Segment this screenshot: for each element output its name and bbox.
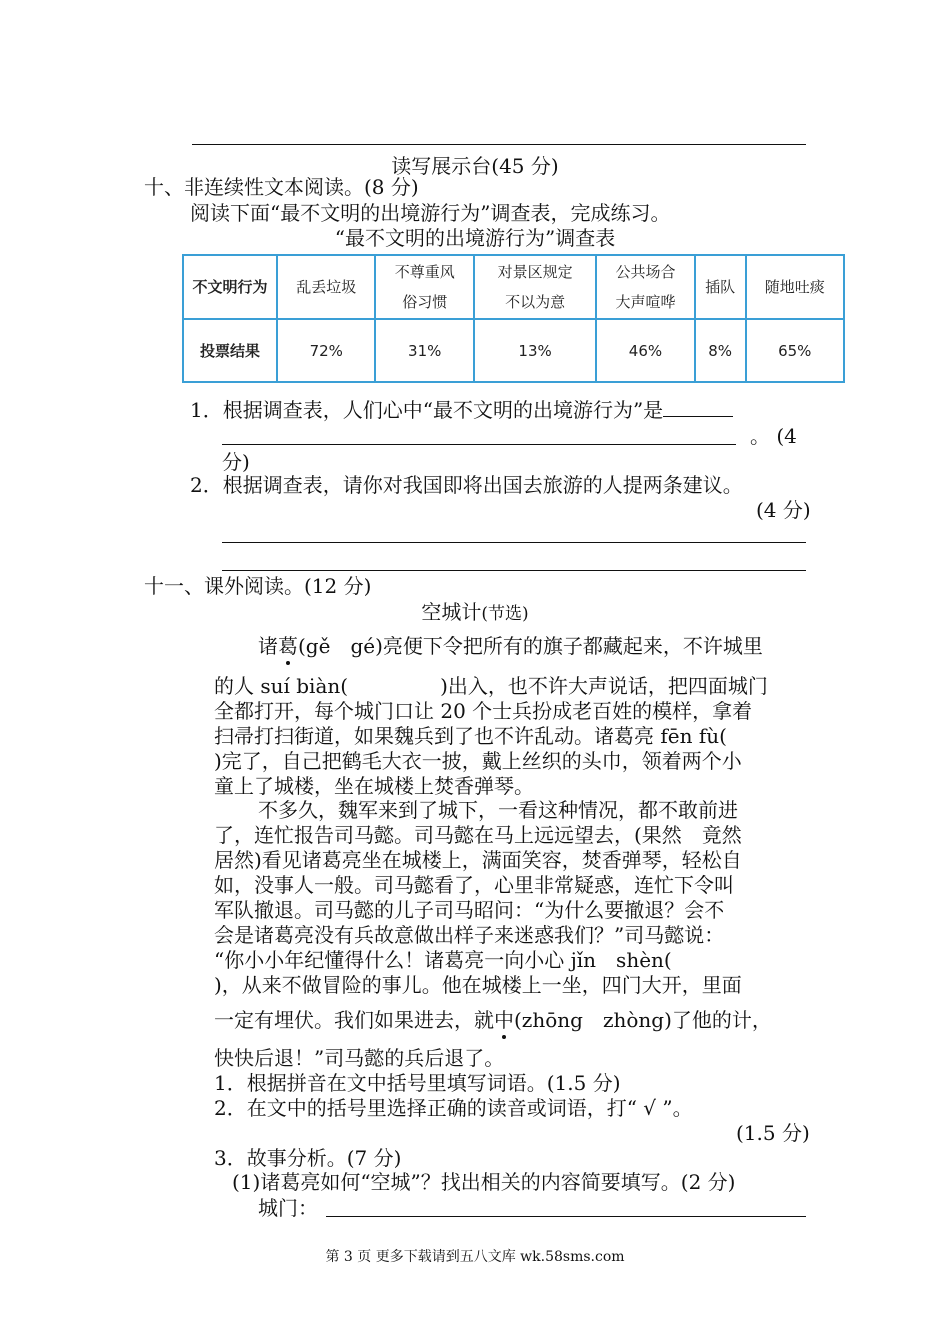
q10-q2-score: (4 分) [756,498,811,522]
story-line: 了，连忙报告司马懿。司马懿在马上远远望去，(果然 竟然 [214,823,742,847]
table-caption: “最不文明的出境游行为”调查表 [334,226,616,250]
story-title: 空城计 [421,600,482,624]
vote-cell: 8% [695,319,746,382]
q11-q2: 2．在文中的括号里选择正确的读音或词语，打“ √ ”。 [214,1096,693,1120]
vote-cell: 46% [596,319,694,382]
q10-instruction: 阅读下面“最不文明的出境游行为”调查表，完成练习。 [190,201,671,225]
q11-q2-score: (1.5 分) [736,1121,810,1145]
story-line: 不多久，魏军来到了城下，一看这种情况，都不敢前进 [258,798,738,822]
answer-line[interactable] [222,570,806,571]
vote-cell: 13% [474,319,596,382]
answer-line[interactable] [326,1216,806,1217]
row2-header: 投票结果 [183,319,277,382]
vote-cell: 31% [375,319,473,382]
answer-line[interactable] [222,444,736,445]
story-line: )完了，自己把鹤毛大衣一披，戴上丝织的头巾，领着两个小 [214,749,742,773]
story-line: )，从来不做冒险的事儿。他在城楼上一坐，四门大开，里面 [214,973,742,997]
q11-title: 十一、课外阅读。(12 分) [144,574,372,598]
behavior-cell: 公共场合 大声喧哗 [596,255,694,319]
answer-blank[interactable] [663,416,733,417]
behavior-cell: 插队 [695,255,746,319]
story-line: 全都打开，每个城门口让 20 个士兵扮成老百姓的模样，拿着 [214,699,753,723]
vote-row [183,319,844,382]
story-line: 居然)看见诸葛亮坐在城楼上，满面笑容，焚香弹琴，轻松自 [214,848,742,872]
answer-line[interactable] [222,542,806,543]
row1-header: 不文明行为 [183,255,277,319]
story-heading [0,600,950,626]
q1-score-cont: 分) [222,450,250,474]
story-line: 扫帚打扫街道，如果魏兵到了也不许乱动。诸葛亮 fēn fù( [214,724,727,748]
behavior-row [183,255,844,319]
q11-q3-1: (1)诸葛亮如何“空城”？找出相关的内容简要填写。(2 分) [232,1170,736,1194]
emphasis-char: 中 [494,1008,514,1032]
page-footer: 第 3 页 更多下载请到五八文库 wk.58sms.com [325,1249,625,1265]
top-rule [192,144,806,145]
story-line: 军队撤退。司马懿的儿子司马昭问：“为什么要撤退？会不 [214,898,725,922]
story-line: “你小小年纪懂得什么！诸葛亮一向小心 jǐn shèn( [214,948,672,972]
behavior-cell: 乱丢垃圾 [277,255,375,319]
story-line: 的人 suí biàn( )出入，也不许大声说话，把四面城门 [214,674,768,698]
behavior-cell: 不尊重风 俗习惯 [375,255,473,319]
behavior-cell: 随地吐痰 [746,255,844,319]
story-line: 童上了城楼，坐在城楼上焚香弹琴。 [214,774,534,798]
story-line: 如，没事人一般。司马懿看了，心里非常疑惑，连忙下令叫 [214,873,734,897]
story-line: 快快后退！”司马懿的兵后退了。 [214,1046,505,1070]
q10-q1: 1．根据调查表，人们心中“最不文明的出境游行为”是 [190,398,733,422]
story-subtitle: (节选) [481,604,529,624]
survey-table [182,254,845,383]
emphasis-char: 葛 [278,634,298,658]
gate-label: 城门： [258,1196,318,1220]
section-heading: 读写展示台(45 分) [391,154,559,178]
story-line: 会是诸葛亮没有兵故意做出样子来迷惑我们？”司马懿说： [214,923,725,947]
vote-cell: 65% [746,319,844,382]
story-line: 一定有埋伏。我们如果进去，就中(zhōng zhòng)了他的计， [214,1008,772,1032]
q10-q2: 2．根据调查表，请你对我国即将出国去旅游的人提两条建议。 [190,473,743,497]
behavior-cell: 对景区规定 不以为意 [474,255,596,319]
q10-title: 十、非连续性文本阅读。(8 分) [144,175,419,199]
story-line: 诸葛(gě gé)亮便下令把所有的旗子都藏起来，不许城里 [258,634,763,658]
q11-q1: 1．根据拼音在文中括号里填写词语。(1.5 分) [214,1071,621,1095]
vote-cell: 72% [277,319,375,382]
q11-q3: 3．故事分析。(7 分) [214,1146,402,1170]
q1-end: 。 (4 [750,424,797,448]
